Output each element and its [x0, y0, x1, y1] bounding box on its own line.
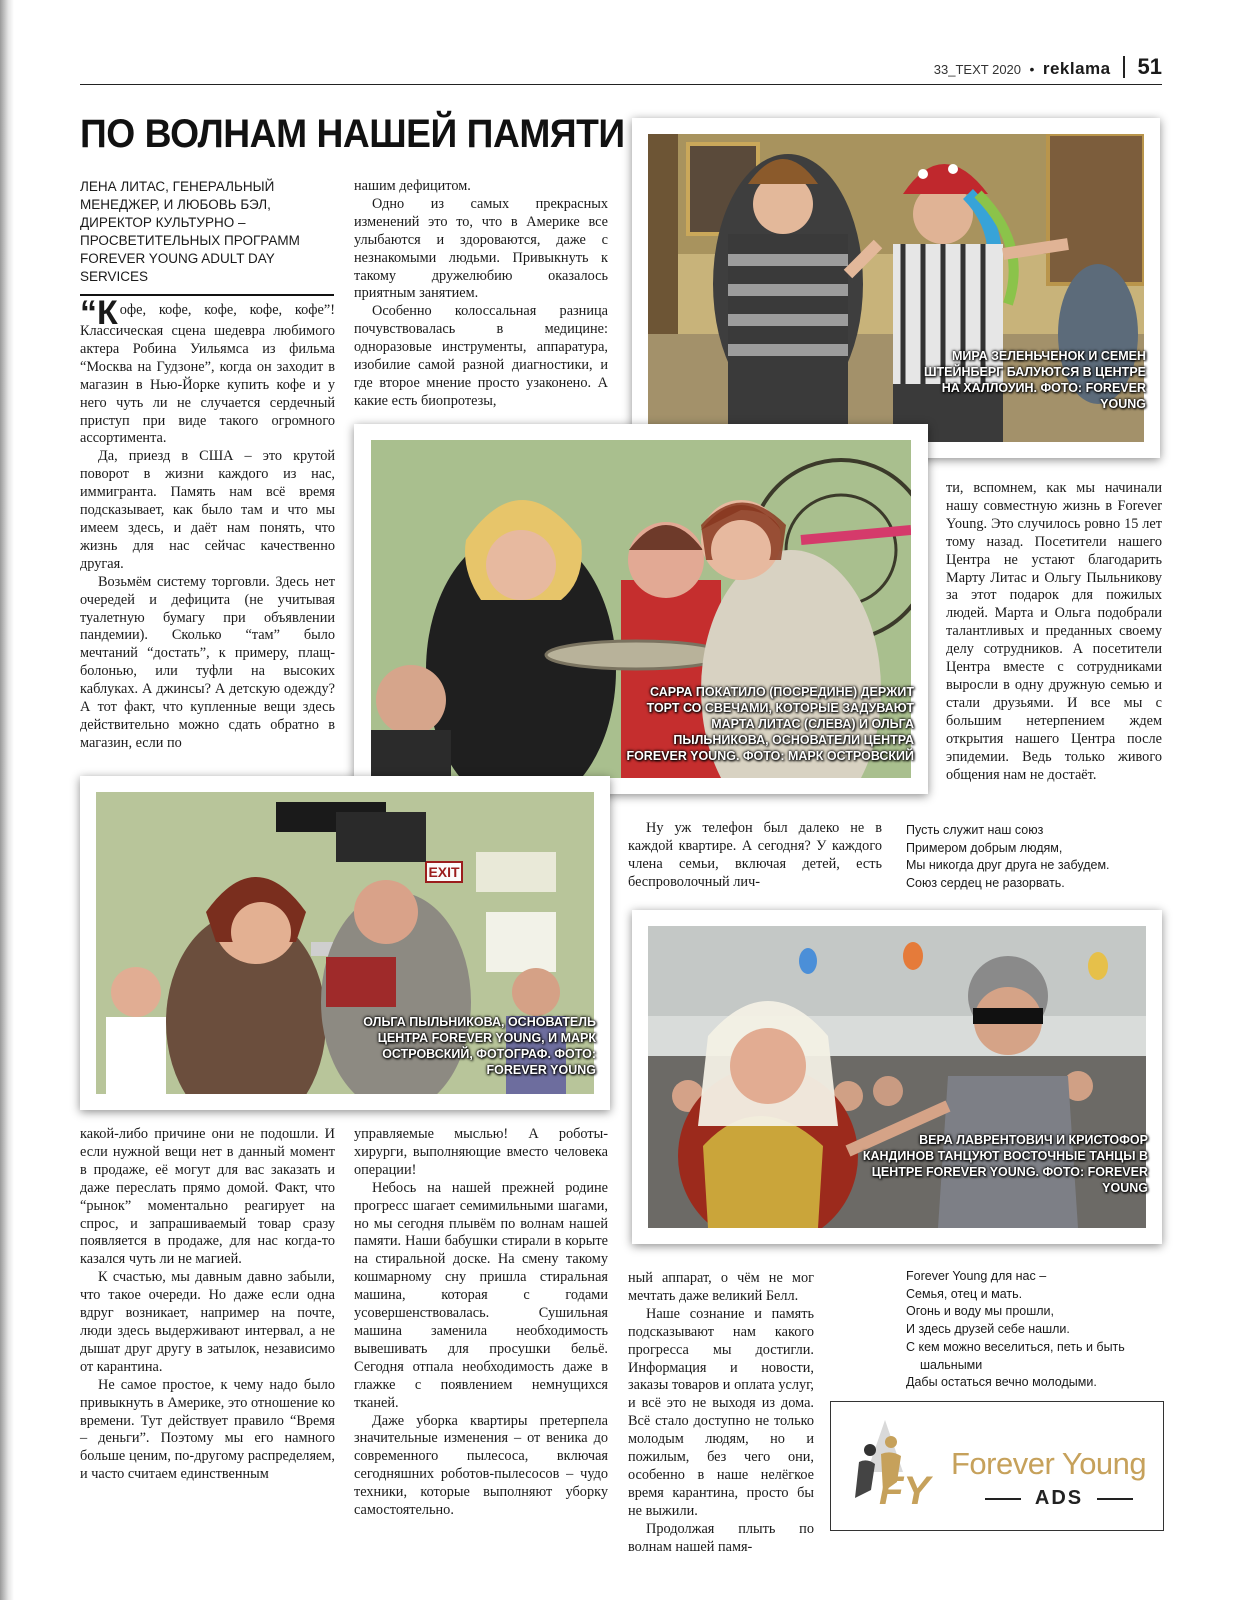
poem-2 — [906, 1268, 1125, 1392]
magazine-brand: reklama — [1042, 59, 1111, 78]
poem-line: Forever Young для нас – — [906, 1269, 1047, 1283]
paragraph: Небось на нашей прежней родине прогресс шагает семимильными шагами, но мы сегодня плывём по волнам нашей памяти. Наши бабушки стирали в корыте на стиральной доске. На смену такому кошмарному сну пришла стиральная машина, которая с годами усовершенствовалась. Сушильная машина заменила необходимость вывешивать для просушки бельё. Сегодня отпала необходимость даже в глажке с появлением немнущихся тканей. — [354, 1179, 608, 1411]
paragraph: Не самое простое, к чему надо было привыкнуть в Америке, это отношение ко времени. Тут действует правило “Время – деньги”. Поэтому мы его намного больше ценим, по-другому распределяем, и часто считаем единственным — [80, 1376, 335, 1483]
photo-birthday-cake-caption: САРРА ПОКАТИЛО (ПОСРЕДИНЕ) ДЕРЖИТ ТОРТ СО СВЕЧАМИ, КОТОРЫЕ ЗАДУВАЮТ МАРТА ЛИТАС (СЛЕВА) И ОЛЬГА ПЫЛЬНИКОВА, ОСНОВАТЕЛИ ЦЕНТРА FOREVER YOUNG. ФОТО: МАРК ОСТРОВСКИЙ — [626, 685, 914, 763]
column-3-mid — [628, 820, 882, 892]
poem-line: Пусть служит наш союз — [906, 823, 1044, 837]
forever-young-ads-logo — [830, 1401, 1164, 1531]
poem-line: Огонь и воду мы прошли, — [906, 1304, 1054, 1319]
poem-line: Примером добрым людям, — [906, 840, 1063, 855]
paragraph: К счастью, мы давным давно забыли, что такое очереди. Но даже если одна вдруг возникает, например на почте, люди здесь выдерживают интервал, а не дышат друг другу в затылок, независимо от карантина. — [80, 1269, 335, 1375]
fy-monogram: FY — [879, 1469, 931, 1513]
column-2-top — [354, 178, 608, 411]
photo-halloween-caption: МИРА ЗЕЛЕНЬЧЕНОК И СЕМЕН ШТЕЙНБЕРГ БАЛУЮТСЯ В ЦЕНТРЕ НА ХАЛЛОУИН. ФОТО: FOREVER YOUNG — [923, 349, 1146, 411]
paragraph: Возьмём систему торговли. Здесь нет очередей и дефицита (не учитывая туалетную бумагу при объявлении пандемии). Сколько “там” было мечтаний “достать”, к примеру, плащ-болонью, или туфли на высоких каблуках. А джинсы? А детскую одежду? А тот факт, что купленные вещи здесь действительно можно сдать обратно в магазин, если по — [80, 573, 335, 751]
column-3-bottom — [628, 1270, 814, 1557]
article-byline: ЛЕНА ЛИТАС, ГЕНЕРАЛЬНЫЙ МЕНЕДЖЕР, И ЛЮБОВЬ БЭЛ, ДИРЕКТОР КУЛЬТУРНО – ПРОСВЕТИТЕЛЬНЫХ ПРОГРАММ FOREVER YOUNG ADULT DAY SERVICES — [80, 178, 334, 296]
column-4-top — [946, 480, 1162, 784]
column-2-bottom — [354, 1126, 608, 1520]
poem-line: Мы никогда друг друга не забудем. — [906, 858, 1110, 873]
paragraph: Одно из самых прекрасных изменений это то, что в Америке все улыбаются и здороваются, даже с незнакомыми людьми. Привыкнуть к такому дружелюбию оказалось приятным занятием. — [354, 195, 608, 302]
paragraph: Особенно колоссальная разница почувствовалась в медицине: одноразовые инструменты, аппаратура, изобилие самой разной диагностики, и где второе мнение просто узаконено. А какие есть биопротезы, — [354, 303, 608, 409]
column-1-bottom — [80, 1126, 335, 1484]
poem-1 — [906, 822, 1110, 893]
photo-birthday-cake — [354, 424, 928, 794]
paragraph: ти, вспомнем, как мы начинали нашу совместную жизнь в Forever Young. Это случилось ровно 15 лет тому назад. Посетители нашего Центра не устают благодарить Марту Литас и Ольгу Пыльникову за этот подарок для пожилых людей. Марта и Ольга подобрали талантливых и преданных своему делу сотрудников. А посетители Центра вместе с сотрудниками выросли в одну дружную семью и стали друзьями. И все мы с большим нетерпением ждем открытия нашего Центра после эпидемии. Ведь только живого общения нам не достаёт. — [946, 480, 1162, 783]
logo-tag: ADS — [985, 1487, 1133, 1510]
header-divider — [1123, 56, 1125, 78]
fy-emblem-icon — [845, 1412, 955, 1520]
lead-paragraph: “Кофе, кофе, кофе, кофе, кофе”! Классическая сцена шедевра любимого актера Робина Уильямса из фильма “Москва на Гудзоне”, когда он заходит в магазин в Нью-Йорке купить кофе и у него чуть ли не случается сердечный приступ при виде такого огромного ассортимента. — [80, 294, 335, 447]
paragraph: Да, приезд в США – это крутой поворот в жизни каждого из нас, иммигранта. Память нам всё время подсказывает, как было там и что мы имеем здесь, и даёт нам понять, что жизнь для нас сейчас качественно другая. — [80, 448, 335, 572]
paragraph: Продолжая плыть по волнам нашей памя- — [628, 1520, 814, 1555]
article-title: ПО ВОЛНАМ НАШЕЙ ПАМЯТИ — [80, 112, 625, 156]
paragraph: ный аппарат, о чём не мог мечтать даже великий Белл. — [628, 1270, 814, 1304]
exit-sign-text: EXIT — [428, 864, 460, 880]
page-number: 51 — [1137, 54, 1162, 79]
paragraph: Ну уж телефон был далеко не в каждой квартире. А сегодня? У каждого члена семьи, включая детей, есть беспроволочный лич- — [628, 820, 882, 890]
paragraph: управляемые мыслью! А роботы-хирурги, выполняющие вместо человека операции! — [354, 1126, 608, 1178]
poem-line: Союз сердец не разорвать. — [906, 876, 1065, 891]
header-separator: • — [1029, 61, 1035, 77]
photo-eastern-dance-caption: ВЕРА ЛАВРЕНТОВИЧ И КРИСТОФОР КАНДИНОВ ТАНЦУЮТ ВОСТОЧНЫЕ ТАНЦЫ В ЦЕНТРЕ FOREVER YOUNG. ФОТО: FOREVER YOUNG — [862, 1133, 1148, 1195]
poem-line: И здесь друзей себе нашли. — [906, 1322, 1070, 1337]
paragraph: нашим дефицитом. — [354, 178, 471, 194]
logo-name: Forever Young — [951, 1446, 1147, 1481]
page-spine-shadow — [0, 0, 14, 1600]
drop-cap: “К — [80, 294, 118, 332]
photo-karaoke-caption: ОЛЬГА ПЫЛЬНИКОВА, ОСНОВАТЕЛЬ ЦЕНТРА FOREVER YOUNG, И МАРК ОСТРОВСКИЙ, ФОТОГРАФ. ФОТО: FOREVER YOUNG — [363, 1015, 596, 1077]
photo-karaoke — [80, 776, 610, 1110]
poem-line: Семья, отец и мать. — [906, 1286, 1023, 1301]
paragraph: какой-либо причине они не подошли. И если нужной вещи нет в данный момент в продаже, её могут для вас заказать и даже переслать прямо домой. Факт, что “рынок” моментально реагирует на спрос, и запрашиваемый товар сразу появляется в продаже, для нас когда-то казался чуть ли не магией. — [80, 1126, 335, 1268]
poem-line: шальными — [920, 1357, 983, 1372]
page-header — [80, 54, 1162, 85]
photo-eastern-dance — [632, 910, 1162, 1244]
column-1-top — [80, 294, 335, 753]
paragraph: Наше сознание и память подсказывают нам какого прогресса мы достигли. Информация и новости, заказы товаров и оплата услуг, и всё это не выходя из дома. Всё стало доступно не только молодым людям, но и пожилым, без чего они, особенно в наше нелёгкое время карантина, просто бы не выжили. — [628, 1305, 814, 1519]
paragraph: Даже уборка квартиры претерпела значительные изменения – от веника до современного пылесоса, включая сегодняшних роботов-пылесосов – чудо техники, которые выполняют уборку самостоятельно. — [354, 1412, 608, 1519]
photo-halloween — [632, 118, 1160, 458]
poem-line: Дабы остаться вечно молодыми. — [906, 1375, 1097, 1390]
poem-line: С кем можно веселиться, петь и быть — [906, 1339, 1125, 1354]
issue-label: 33_TEXT 2020 — [933, 62, 1022, 77]
